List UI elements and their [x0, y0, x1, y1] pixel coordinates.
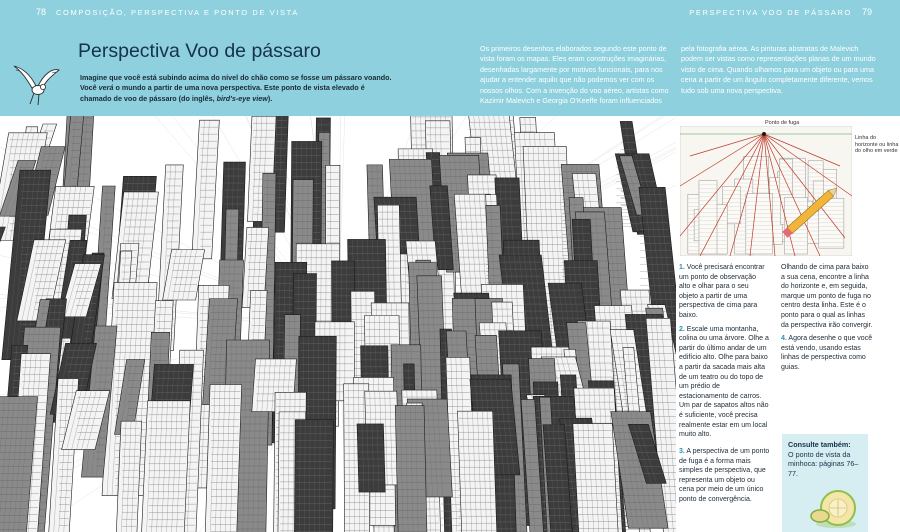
- cityscape-drawing: [0, 116, 676, 532]
- step-3: [679, 447, 771, 509]
- right-running-head-text: PERSPECTIVA VOO DE PÁSSARO: [689, 8, 852, 17]
- apple-slice-illustration: [808, 486, 864, 530]
- step-text: Olhando de cima para baixo a sua cena, encontre a linha do horizonte e, em seguida, marque um ponto de fuga no centro desta linha. Este é o ponto para o qual as linhas da perspectiva irão convergir.: [781, 264, 873, 329]
- left-page-number: 78: [36, 7, 47, 17]
- right-page-number: 79: [861, 7, 872, 17]
- right-running-head: [689, 7, 882, 17]
- vanishing-point-caption: Ponto de fuga: [765, 120, 800, 126]
- intro-english-term: bird's-eye view: [216, 93, 268, 103]
- see-also-box: [782, 434, 868, 532]
- intro-text-3: ).: [267, 93, 273, 103]
- horizon-line-caption: Linha do horizonte ou linha do olho em verde: [855, 135, 899, 155]
- step-number: 3.: [679, 448, 685, 455]
- see-also-heading: Consulte também:: [788, 440, 851, 449]
- step-number: 2.: [679, 325, 685, 333]
- step-number: 4.: [781, 335, 787, 343]
- step-text: Escale uma montanha, colina ou uma árvore. Olhe a partir do último andar de um edifício alto. Olhe para baixo a partir da sacada mais alta de um teatro ou do topo de um prédio de estacionamento de carros. Um par de sapatos altos não é suficiente, você precisa realmente estar em um local muito alto.: [679, 325, 769, 439]
- left-running-head-text: COMPOSIÇÃO, PERSPECTIVA E PONTO DE VISTA: [56, 8, 299, 17]
- step-1: [679, 263, 769, 321]
- perspective-sketch: [680, 126, 852, 256]
- steps-column-left: [679, 263, 769, 444]
- intro-emphasis: verá: [98, 83, 114, 93]
- intro-text-2: o mundo a partir de uma nova perspectiva. Este ponto de vista elevado é chamado de voo de pássaro (do inglês,: [80, 83, 365, 103]
- step-2-continued: [781, 263, 873, 330]
- step-2: [679, 325, 769, 440]
- body-column-2: pela fotografia aérea. As pinturas abstratas de Malevich podem ser vistas como representações planas de um mundo visto de cima. Quando olhamos para um objeto ou para uma cena a partir de um ângulo completamente diferente, vemos tudo sob uma nova perspectiva.: [681, 44, 876, 95]
- intro-text-1: Imagine que você está subindo acima do nível do chão como se fosse um pássaro voando. Você: [80, 73, 392, 93]
- left-running-head: [26, 7, 299, 17]
- see-also-text: O ponto de vista da minhoca: páginas 76–77.: [788, 450, 859, 478]
- step-4: [781, 334, 873, 372]
- steps-column-right: [781, 263, 873, 377]
- step-text: A perspectiva de um ponto de fuga é a forma mais simples de perspectiva, que representa um objeto ou cena por meio de um único ponto de convergência.: [679, 448, 770, 503]
- step-text: Agora desenhe o que você está vendo, usando estas linhas de perspectiva como guias.: [781, 335, 873, 371]
- bird-icon: [12, 62, 62, 108]
- step-number: 1.: [679, 264, 685, 271]
- intro-paragraph: [80, 73, 392, 104]
- step-text: Você precisará encontrar um ponto de observação alto e olhar para o seu objeto a partir de uma perspectiva de cima para baixo.: [679, 264, 765, 319]
- body-column-1: Os primeiros desenhos elaborados segundo este ponto de vista foram os mapas. Eles eram construções imaginárias, desenhadas largamente por motivos funcionais, para nos ajudar a entender aquilo que não podemos ver com os nossos olhos. Com a invenção do voo aéreo, artistas como Kazimir Malevich e Georgia O'Keeffe foram influenciados: [480, 44, 669, 106]
- page-title: Perspectiva Voo de pássaro: [78, 40, 321, 62]
